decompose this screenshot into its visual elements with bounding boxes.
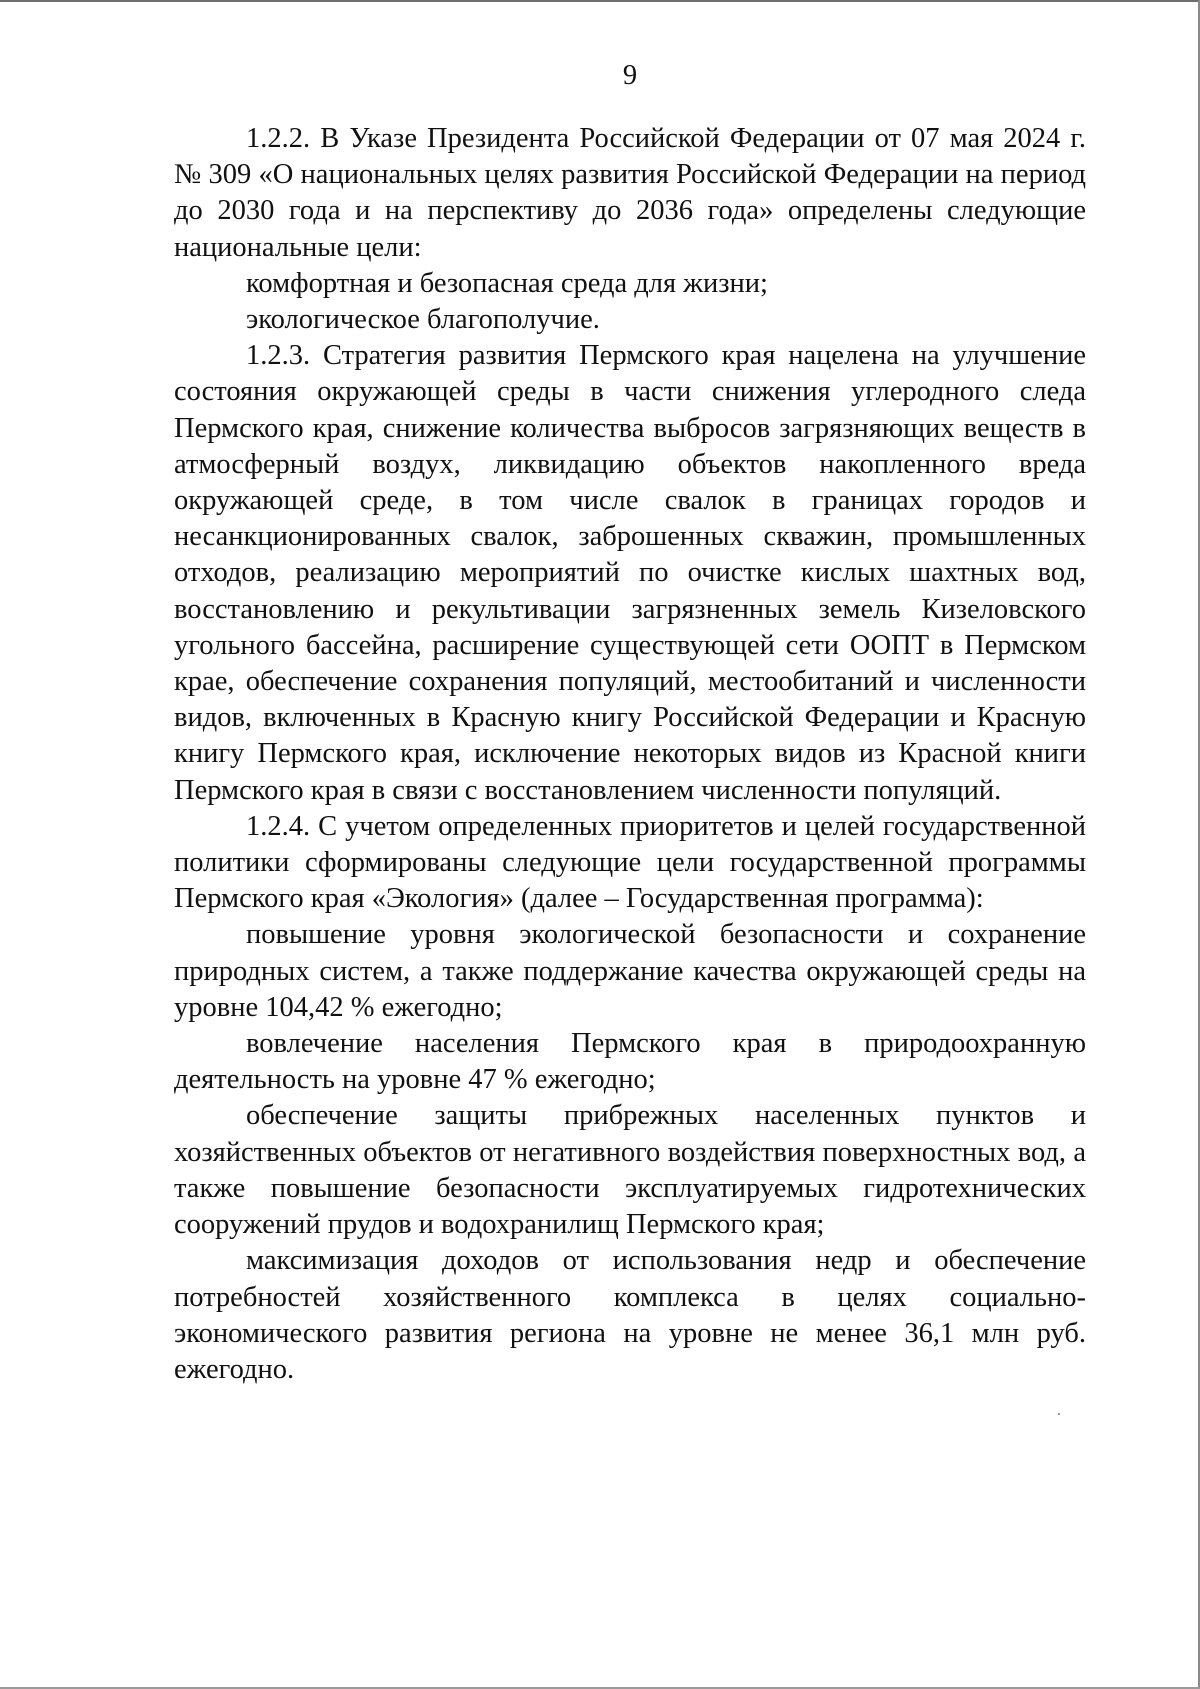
paragraph-1-2-2: 1.2.2. В Указе Президента Российской Федерации от 07 мая 2024 г. № 309 «О национальных целях развития Российской Федерации на период до 2030 года и на перспективу до 2036 года» определены следующие национальные цели:	[174, 123, 1086, 263]
list-item-program-goal-flood-protection: обеспечение защиты прибрежных населенных пунктов и хозяйственных объектов от негативного воздействия поверхностных вод, а также повышение безопасности эксплуатируемых гидротехнических сооружений прудов и водохранилищ Пермского края;	[174, 1100, 1086, 1241]
list-item-program-goal-population-involvement: вовлечение населения Пермского края в природоохранную деятельность на уровне 47 % ежегодно;	[174, 1028, 1086, 1096]
list-item-program-goal-ecological-safety: повышение уровня экологической безопасности и сохранение природных систем, а также поддержание качества окружающей среды на уровне 104,42 % ежегодно;	[174, 919, 1086, 1023]
paragraph-1-2-3: 1.2.3. Стратегия развития Пермского края нацелена на улучшение состояния окружающей среды в части снижения углеродного следа Пермского края, снижение количества выбросов загрязняющих веществ в атмосферный воздух, ликвидацию объектов накопленного вреда окружающей среде, в том числе свалок в границах городов и несанкционированных свалок, заброшенных скважин, промышленных отходов, реализацию мероприятий по очистке кислых шахтных вод, восстановлению и рекультивации загрязненных земель Кизеловского угольного бассейна, расширение существующей сети ООПТ в Пермском крае, обеспечение сохранения популяций, местообитаний и численности видов, включенных в Красную книгу Российской Федерации и Красную книгу Пермского края, исключение некоторых видов из Красной книги Пермского края в связи с восстановлением численности популяций.	[174, 340, 1086, 806]
list-item-goal-comfortable-environment: комфортная и безопасная среда для жизни;	[246, 267, 768, 299]
page-number: 9	[622, 60, 638, 91]
scan-speck	[1058, 1413, 1060, 1415]
list-item-program-goal-subsoil-revenue: максимизация доходов от использования недр и обеспечение потребностей хозяйственного комплекса в целях социально-экономического развития региона на уровне не менее 36,1 млн руб. ежегодно.	[174, 1245, 1086, 1385]
paragraph-1-2-4: 1.2.4. С учетом определенных приоритетов и целей государственной политики сформированы следующие цели государственной программы Пермского края «Экология» (далее – Государственная программа):	[174, 810, 1086, 915]
list-item-goal-ecological-wellbeing: экологическое благополучие.	[246, 304, 600, 336]
document-body	[174, 121, 1086, 1388]
scan-edge-top	[0, 0, 1200, 2]
